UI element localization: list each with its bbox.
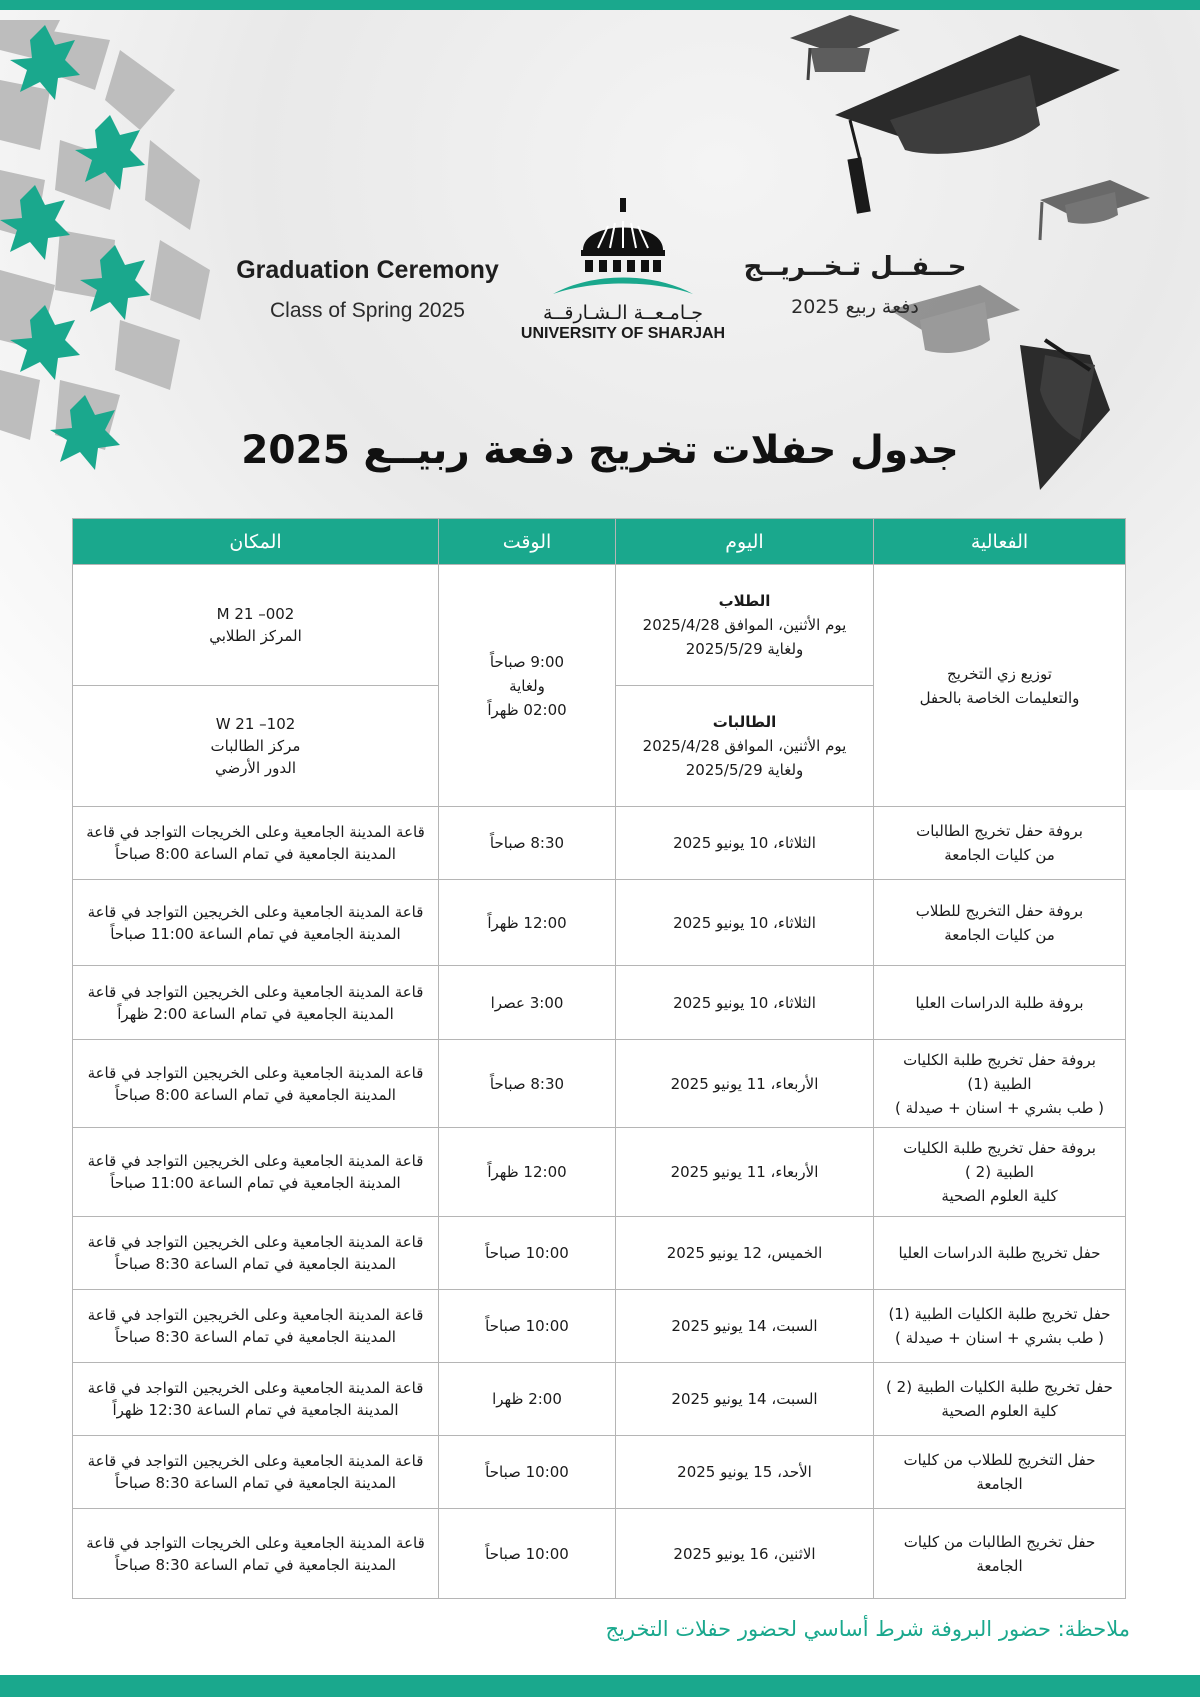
- table-row: [73, 1128, 1126, 1217]
- cell-event: بروفة حفل تخريج طلبة الكليات الطبية (2 ) كلية العلوم الصحية: [874, 1128, 1126, 1217]
- table-row: [73, 1509, 1126, 1599]
- cell-day: الطالبات يوم الأثنين، الموافق 2025/4/28 ولغاية 2025/5/29: [616, 686, 874, 807]
- cell-place: قاعة المدينة الجامعية وعلى الخريجين التواجد في قاعة المدينة الجامعية في تمام الساعة 8:30 صباحاً: [73, 1217, 439, 1290]
- cell-event: بروفة حفل التخريج للطلاب من كليات الجامعة: [874, 880, 1126, 966]
- islamic-star-ornament: [0, 20, 215, 480]
- cell-event: بروفة طلبة الدراسات العليا: [874, 966, 1126, 1040]
- cell-place: قاعة المدينة الجامعية وعلى الخريجين التواجد في قاعة المدينة الجامعية في تمام الساعة 2:00 ظهراً: [73, 966, 439, 1040]
- cell-event: حفل تخريج طلبة الدراسات العليا: [874, 1217, 1126, 1290]
- university-logo: [508, 198, 738, 358]
- english-header: [225, 256, 510, 323]
- table-header-row: [73, 519, 1126, 565]
- table-row: [73, 1040, 1126, 1128]
- table-row: [73, 565, 1126, 686]
- table-row: [73, 880, 1126, 966]
- arabic-subtitle: دفعة ربيع 2025: [791, 296, 919, 318]
- cell-day: الثلاثاء، 10 يونيو 2025: [616, 807, 874, 880]
- cell-event: حفل تخريج الطالبات من كليات الجامعة: [874, 1509, 1126, 1599]
- cell-place: قاعة المدينة الجامعية وعلى الخريجين التواجد في قاعة المدينة الجامعية في تمام الساعة 12:30 ظهراً: [73, 1363, 439, 1436]
- header-day: اليوم: [616, 519, 874, 565]
- logo-arabic-name: جـامـعــة الـشـارقــة: [543, 302, 703, 324]
- cell-time: 10:00 صباحاً: [439, 1290, 616, 1363]
- page-title: جدول حفلات تخريج دفعة ربيــع 2025: [241, 428, 959, 473]
- cell-day: الأربعاء، 11 يونيو 2025: [616, 1128, 874, 1217]
- cell-time: 3:00 عصرا: [439, 966, 616, 1040]
- table-row: [73, 1217, 1126, 1290]
- cell-day: الأربعاء، 11 يونيو 2025: [616, 1040, 874, 1128]
- logo-english-name: UNIVERSITY OF SHARJAH: [520, 325, 726, 342]
- university-dome-logo: [553, 198, 693, 300]
- arabic-header: [735, 252, 975, 318]
- cell-time: 10:00 صباحاً: [439, 1436, 616, 1509]
- cell-event: حفل تخريج طلبة الكليات الطبية (2 ) كلية العلوم الصحية: [874, 1363, 1126, 1436]
- cell-time: 12:00 ظهراً: [439, 1128, 616, 1217]
- header-time: الوقت: [439, 519, 616, 565]
- cell-place: قاعة المدينة الجامعية وعلى الخريجات التواجد في قاعة المدينة الجامعية في تمام الساعة 8:30 صباحاً: [73, 1509, 439, 1599]
- cell-event: توزيع زي التخريج والتعليمات الخاصة بالحفل: [874, 565, 1126, 807]
- table-row: [73, 807, 1126, 880]
- cell-event: بروفة حفل تخريج الطالبات من كليات الجامعة: [874, 807, 1126, 880]
- group-label: الطلاب: [718, 592, 771, 610]
- english-subtitle: Class of Spring 2025: [270, 299, 465, 322]
- attendance-note: ملاحظة: حضور البروفة شرط أساسي لحضور حفلات التخريج: [605, 1617, 1130, 1641]
- cell-place: قاعة المدينة الجامعية وعلى الخريجين التواجد في قاعة المدينة الجامعية في تمام الساعة 11:00 صباحاً: [73, 880, 439, 966]
- table-row: [73, 1436, 1126, 1509]
- cell-time: 2:00 ظهرا: [439, 1363, 616, 1436]
- cell-place: قاعة المدينة الجامعية وعلى الخريجين التواجد في قاعة المدينة الجامعية في تمام الساعة 8:00 صباحاً: [73, 1040, 439, 1128]
- table-row: [73, 1290, 1126, 1363]
- cell-event: حفل تخريج طلبة الكليات الطبية (1) ( طب بشري + اسنان + صيدلة ): [874, 1290, 1126, 1363]
- english-title: Graduation Ceremony: [236, 256, 499, 284]
- cell-day: الخميس، 12 يونيو 2025: [616, 1217, 874, 1290]
- header-event: الفعالية: [874, 519, 1126, 565]
- cell-day: الاثنين، 16 يونيو 2025: [616, 1509, 874, 1599]
- cell-place: قاعة المدينة الجامعية وعلى الخريجات التواجد في قاعة المدينة الجامعية في تمام الساعة 8:00 صباحاً: [73, 807, 439, 880]
- cell-day: الطلاب يوم الأثنين، الموافق 2025/4/28 ولغاية 2025/5/29: [616, 565, 874, 686]
- cell-day: السبت، 14 يونيو 2025: [616, 1363, 874, 1436]
- cell-time: 10:00 صباحاً: [439, 1217, 616, 1290]
- cell-place: M 21 –002 المركز الطلابي: [73, 565, 439, 686]
- cell-event: حفل التخريج للطلاب من كليات الجامعة: [874, 1436, 1126, 1509]
- schedule-table: [72, 518, 1126, 1599]
- top-accent-bar: [0, 0, 1200, 10]
- cell-time: 10:00 صباحاً: [439, 1509, 616, 1599]
- bottom-accent-bar: [0, 1675, 1200, 1697]
- cell-time: 9:00 صباحاً ولغاية 02:00 ظهراً: [439, 565, 616, 807]
- cell-day: الثلاثاء، 10 يونيو 2025: [616, 966, 874, 1040]
- table-row: [73, 966, 1126, 1040]
- arabic-title: حــفــل تـخــريــج: [743, 252, 967, 282]
- cell-place: قاعة المدينة الجامعية وعلى الخريجين التواجد في قاعة المدينة الجامعية في تمام الساعة 8:30 صباحاً: [73, 1436, 439, 1509]
- table-row: [73, 1363, 1126, 1436]
- header-place: المكان: [73, 519, 439, 565]
- cell-day: الأحد، 15 يونيو 2025: [616, 1436, 874, 1509]
- cell-place: قاعة المدينة الجامعية وعلى الخريجين التواجد في قاعة المدينة الجامعية في تمام الساعة 8:30 صباحاً: [73, 1290, 439, 1363]
- cell-day: الثلاثاء، 10 يونيو 2025: [616, 880, 874, 966]
- cell-time: 12:00 ظهراً: [439, 880, 616, 966]
- cell-day: السبت، 14 يونيو 2025: [616, 1290, 874, 1363]
- cell-time: 8:30 صباحاً: [439, 1040, 616, 1128]
- cell-place: قاعة المدينة الجامعية وعلى الخريجين التواجد في قاعة المدينة الجامعية في تمام الساعة 11:00 صباحاً: [73, 1128, 439, 1217]
- cell-event: بروفة حفل تخريج طلبة الكليات الطبية (1) ( طب بشري + اسنان + صيدلة ): [874, 1040, 1126, 1128]
- group-label: الطالبات: [712, 713, 777, 731]
- cell-place: W 21 –102 مركز الطالبات الدور الأرضي: [73, 686, 439, 807]
- cell-time: 8:30 صباحاً: [439, 807, 616, 880]
